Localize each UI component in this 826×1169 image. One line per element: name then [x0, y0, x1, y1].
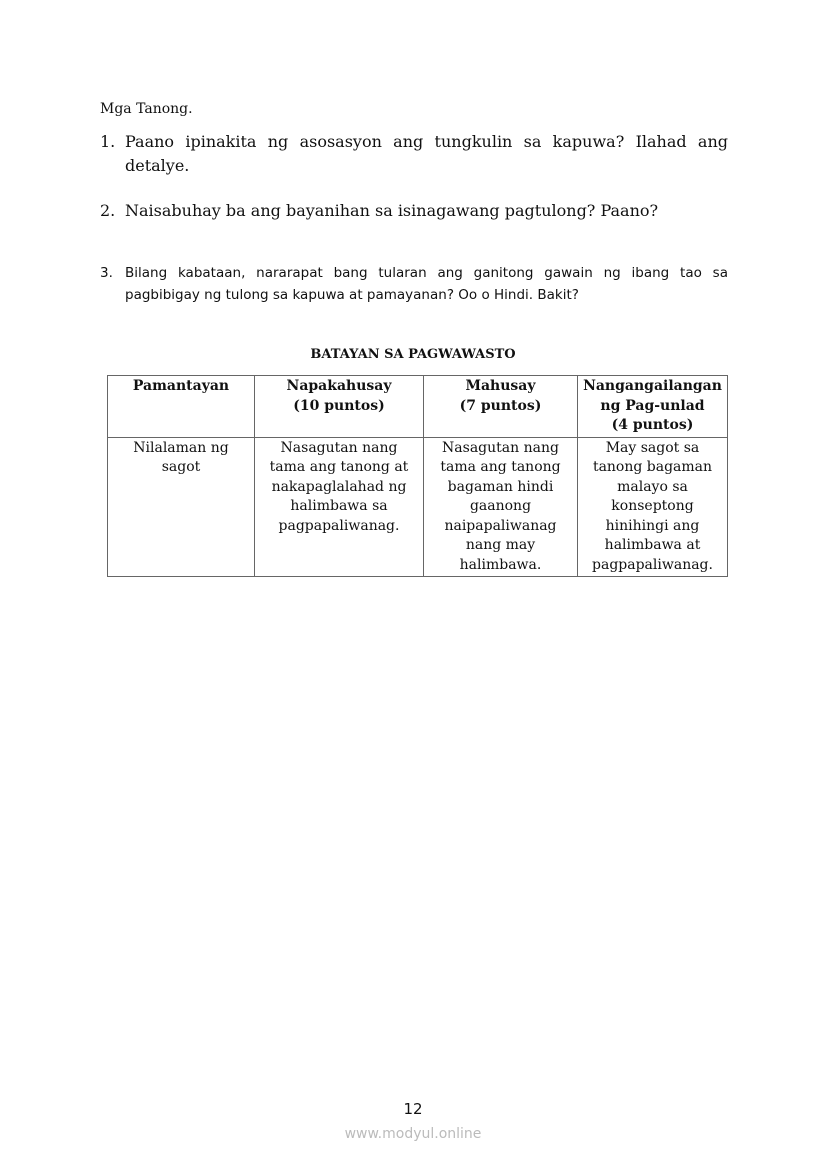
table-cell: Nasagutan nang tama ang tanong bagaman hindi gaanong naipapaliwanag nang may halimbawa. [424, 437, 578, 577]
header-cell: Pamantayan [108, 376, 255, 438]
question-3 [100, 262, 728, 306]
question-number: 3. [100, 265, 113, 281]
question-text: Paano ipinakita ng asosasyon ang tungkulin sa kapuwa? Ilahad ang detalye. [125, 132, 728, 175]
question-text: Bilang kabataan, nararapat bang tularan ang ganitong gawain ng ibang tao sa pagbibigay ng tulong sa kapuwa at pamayanan? Oo o Hindi. Bakit? [125, 265, 728, 303]
section-heading: Mga Tanong. [100, 101, 193, 117]
table-row [108, 437, 728, 577]
question-1 [100, 130, 728, 178]
question-text: Naisabuhay ba ang bayanihan sa isinagawang pagtulong? Paano? [125, 201, 659, 220]
header-cell: Nangangailangan ng Pag-unlad (4 puntos) [578, 376, 728, 438]
page-number: 12 [403, 1100, 423, 1118]
rubric-table [107, 375, 728, 577]
table-header-row [108, 376, 728, 438]
question-2 [100, 199, 728, 223]
website-watermark: www.modyul.online [344, 1126, 482, 1142]
header-cell: Napakahusay (10 puntos) [255, 376, 424, 438]
question-number: 1. [100, 132, 116, 151]
table-cell: May sagot sa tanong bagaman malayo sa konseptong hinihingi ang halimbawa at pagpapaliwanag. [578, 437, 728, 577]
rubric-title: BATAYAN SA PAGWAWASTO [310, 347, 516, 362]
question-number: 2. [100, 201, 116, 220]
table-cell: Nilalaman ng sagot [108, 437, 255, 577]
header-cell: Mahusay (7 puntos) [424, 376, 578, 438]
table-cell: Nasagutan nang tama ang tanong at nakapaglalahad ng halimbawa sa pagpapaliwanag. [255, 437, 424, 577]
